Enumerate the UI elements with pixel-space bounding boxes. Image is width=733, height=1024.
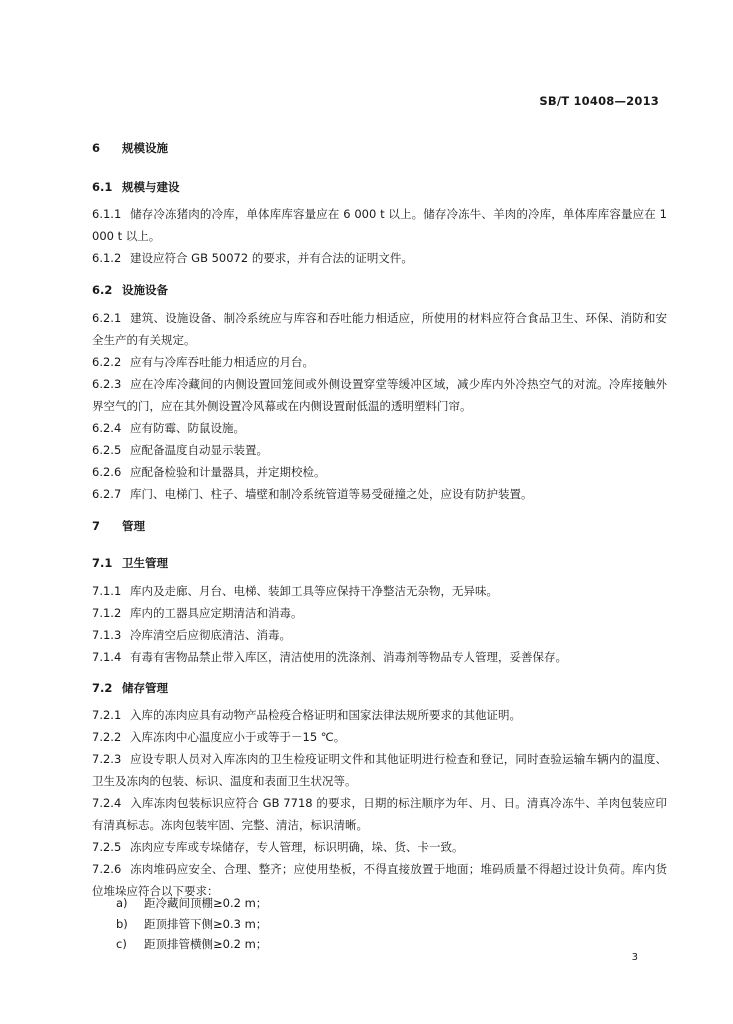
clause-number: 6.2.7	[92, 487, 122, 501]
list-text: 距冷藏间顶棚≥0.2 m；	[144, 896, 268, 910]
clause-6-2-5	[92, 439, 667, 461]
clause-number: 7.2.4	[92, 796, 122, 810]
clause-7-1-3	[92, 624, 667, 646]
clause-text: 应有与冷库吞吐能力相适应的月台。	[130, 355, 314, 369]
clause-number: 6.2.3	[92, 377, 122, 391]
clause-6-2-3	[92, 373, 667, 417]
clause-text: 应配备检验和计量器具，并定期校检。	[130, 465, 326, 479]
clause-6-2-1	[92, 307, 667, 351]
clause-7-2-4	[92, 792, 667, 836]
list-text: 距顶排管下侧≥0.3 m；	[144, 917, 268, 931]
list-label: c)	[116, 937, 127, 951]
clause-text: 应配备温度自动显示装置。	[130, 443, 268, 457]
clause-number: 7.1.3	[92, 628, 122, 642]
list-label: b)	[116, 917, 128, 931]
clause-number: 6.2.4	[92, 421, 122, 435]
clause-text: 冷库清空后应彻底清洁、消毒。	[130, 628, 291, 642]
list-item	[116, 916, 691, 932]
section-heading-7	[92, 518, 667, 534]
clause-7-2-3	[92, 748, 667, 792]
section-number: 6	[92, 141, 101, 155]
clause-6-1-2	[92, 247, 667, 269]
section-number: 6.1	[92, 180, 113, 194]
section-number: 6.2	[92, 283, 113, 297]
clause-number: 7.2.3	[92, 752, 122, 766]
clause-text: 库内的工器具应定期清洁和消毒。	[130, 606, 303, 620]
clause-number: 6.1.1	[92, 207, 122, 221]
section-title: 卫生管理	[122, 556, 169, 570]
clause-number: 7.2.6	[92, 862, 122, 876]
document-code: SB/T 10408—2013	[539, 94, 659, 108]
list-item	[116, 895, 691, 911]
clause-text: 库内及走廊、月台、电梯、装卸工具等应保持干净整洁无杂物，无异味。	[130, 584, 498, 598]
section-heading-6	[92, 140, 667, 156]
section-heading-6-2	[92, 282, 667, 298]
clause-number: 6.2.1	[92, 311, 122, 325]
section-number: 7.1	[92, 556, 113, 570]
clause-text: 入库冻肉中心温度应小于或等于－15 ℃。	[130, 730, 346, 744]
clause-text: 冻肉堆码应安全、合理、整齐；应使用垫板，不得直接放置于地面；堆码质量不得超过设计负荷。库内货位堆垛应符合以下要求：	[92, 862, 667, 898]
list-text: 距顶排管横侧≥0.2 m；	[144, 937, 268, 951]
clause-number: 7.1.1	[92, 584, 122, 598]
clause-text: 建筑、设施设备、制冷系统应与库容和吞吐能力相适应，所使用的材料应符合食品卫生、环保、消防和安全生产的有关规定。	[92, 311, 667, 347]
page-number: 3	[631, 952, 638, 963]
clause-7-2-1	[92, 704, 667, 726]
clause-number: 7.2.2	[92, 730, 122, 744]
clause-text: 储存冷冻猪肉的冷库，单体库库容量应在 6 000 t 以上。储存冷冻牛、羊肉的冷库，单体库库容量应在 1 000 t 以上。	[92, 207, 667, 243]
clause-6-1-1	[92, 203, 667, 247]
section-title: 管理	[122, 519, 146, 533]
clause-number: 6.2.5	[92, 443, 122, 457]
clause-7-2-2	[92, 726, 667, 748]
section-title: 设施设备	[122, 283, 169, 297]
clause-text: 冻肉应专库或专垛储存，专人管理，标识明确，垛、货、卡一致。	[130, 840, 464, 854]
clause-number: 6.1.2	[92, 251, 122, 265]
clause-7-1-4	[92, 646, 667, 668]
list-item	[116, 936, 691, 952]
section-heading-7-1	[92, 555, 667, 571]
clause-number: 6.2.2	[92, 355, 122, 369]
section-number: 7.2	[92, 681, 113, 695]
clause-number: 7.2.5	[92, 840, 122, 854]
clause-7-1-2	[92, 602, 667, 624]
section-number: 7	[92, 519, 101, 533]
clause-text: 入库的冻肉应具有动物产品检疫合格证明和国家法律法规所要求的其他证明。	[130, 708, 521, 722]
section-heading-6-1	[92, 179, 667, 195]
clause-text: 有毒有害物品禁止带入库区，清洁使用的洗涤剂、消毒剂等物品专人管理，妥善保存。	[130, 650, 567, 664]
clause-number: 7.1.4	[92, 650, 122, 664]
section-title: 规模与建设	[122, 180, 180, 194]
clause-6-2-6	[92, 461, 667, 483]
section-title: 储存管理	[122, 681, 169, 695]
clause-text: 库门、电梯门、柱子、墙壁和制冷系统管道等易受碰撞之处，应设有防护装置。	[130, 487, 533, 501]
clause-number: 7.1.2	[92, 606, 122, 620]
clause-text: 建设应符合 GB 50072 的要求，并有合法的证明文件。	[130, 251, 413, 265]
clause-6-2-7	[92, 483, 667, 505]
clause-7-2-5	[92, 836, 667, 858]
clause-text: 应有防霉、防鼠设施。	[130, 421, 245, 435]
clause-number: 7.2.1	[92, 708, 122, 722]
section-heading-7-2	[92, 680, 667, 696]
clause-text: 应设专职人员对入库冻肉的卫生检疫证明文件和其他证明进行检查和登记，同时查验运输车辆内的温度、卫生及冻肉的包装、标识、温度和表面卫生状况等。	[92, 752, 667, 788]
clause-text: 入库冻肉包装标识应符合 GB 7718 的要求，日期的标注顺序为年、月、日。清真冷冻牛、羊肉包装应印有清真标志。冻肉包装牢固、完整、清洁，标识清晰。	[92, 796, 667, 832]
clause-7-1-1	[92, 580, 667, 602]
clause-number: 6.2.6	[92, 465, 122, 479]
clause-6-2-4	[92, 417, 667, 439]
clause-6-2-2	[92, 351, 667, 373]
list-label: a)	[116, 896, 128, 910]
clause-text: 应在冷库冷藏间的内侧设置回笼间或外侧设置穿堂等缓冲区域，减少库内外冷热空气的对流。冷库接触外界空气的门，应在其外侧设置冷风幕或在内侧设置耐低温的透明塑料门帘。	[92, 377, 667, 413]
section-title: 规模设施	[122, 141, 169, 155]
